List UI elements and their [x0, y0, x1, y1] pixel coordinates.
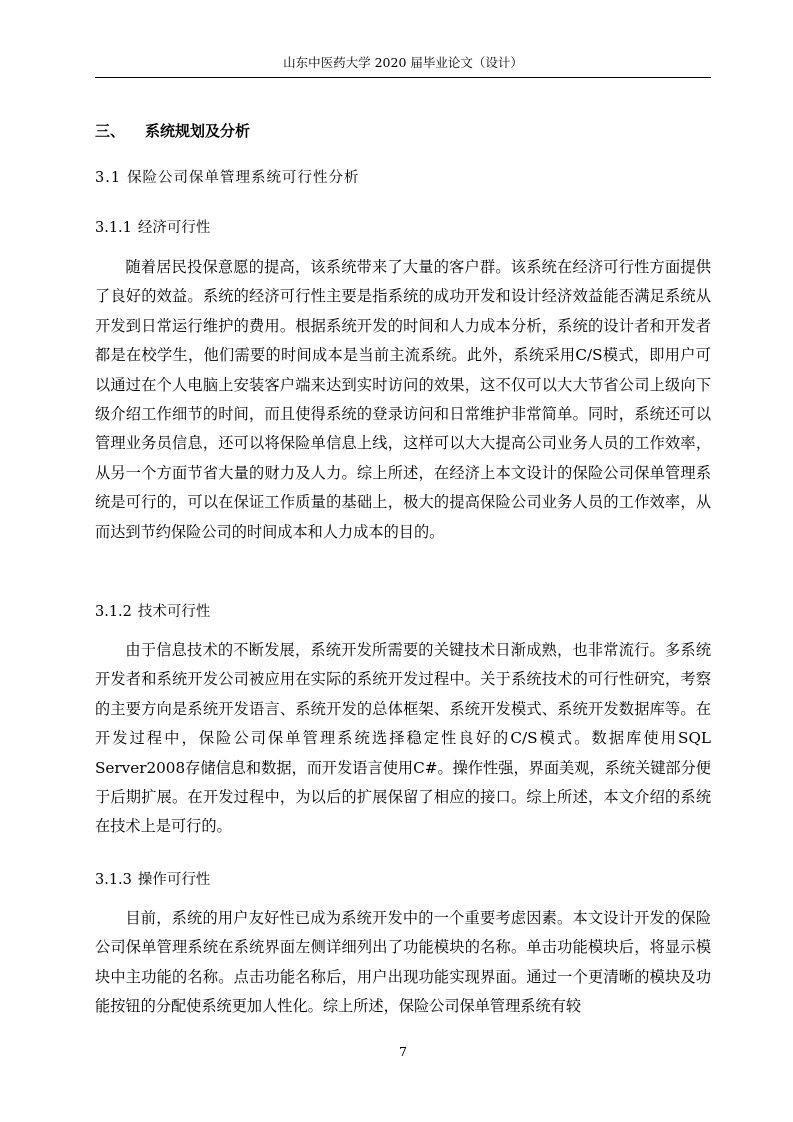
paragraph-technical: 由于信息技术的不断发展，系统开发所需要的关键技术日渐成熟，也非常流行。多系统开发者和系统开发公司被应用在实际的系统开发过程中。关于系统技术的可行性研究，考察的主要方向是系统开发语言、系统开发的总体框架、系统开发模式、系统开发数据库等。在开发过程中，保险公司保单管理系统选择稳定性良好的C/S模式。数据库使用SQL Server2008存储信息和数据，而开发语言使用C#。操作性强，界面美观，系统关键部分便于后期扩展。在开发过程中，为以后的扩展保留了相应的接口。综上所述，本文介绍的系统在技术上是可行的。 — [95, 641, 711, 836]
chapter-heading — [95, 120, 711, 142]
subsection-heading-economic — [95, 217, 711, 239]
subsection-heading-technical — [95, 601, 711, 623]
page-number: 7 — [399, 1044, 407, 1059]
page-header: 山东中医药大学 2020 届毕业论文（设计） — [283, 55, 523, 70]
header-rule — [95, 77, 711, 78]
subsection-heading-operational — [95, 869, 711, 891]
subsection-number: 3.1.3 — [95, 872, 132, 888]
subsection-title: 经济可行性 — [137, 220, 211, 236]
paragraph-economic: 随着居民投保意愿的提高，该系统带来了大量的客户群。该系统在经济可行性方面提供了良好的效益。系统的经济可行性主要是指系统的成功开发和设计经济效益能否满足系统从开发到日常运行维护的费用。根据系统开发的时间和人力成本分析，系统的设计者和开发者都是在校学生，他们需要的时间成本是当前主流系统。此外，系统采用C/S模式，即用户可以通过在个人电脑上安装客户端来达到实时访问的效果，这不仅可以大大节省公司上级向下级介绍工作细节的时间，而且使得系统的登录访问和日常维护非常简单。同时，系统还可以管理业务员信息，还可以将保险单信息上线，这样可以大大提高公司业务人员的工作效率，从另一个方面节省大量的财力及人力。综上所述，在经济上本文设计的保险公司保单管理系统是可行的，可以在保证工作质量的基础上，极大的提高保险公司业务人员的工作效率，从而达到节约保险公司的时间成本和人力成本的目的。 — [95, 258, 711, 541]
chapter-title: 系统规划及分析 — [145, 122, 251, 140]
subsection-number: 3.1.1 — [95, 220, 132, 236]
subsection-number: 3.1.2 — [95, 604, 132, 620]
subsection-title: 技术可行性 — [137, 604, 211, 620]
section-heading — [95, 167, 711, 189]
chapter-number: 三、 — [95, 122, 126, 140]
section-number: 3.1 — [95, 170, 122, 186]
section-title: 保险公司保单管理系统可行性分析 — [127, 170, 360, 186]
subsection-title: 操作可行性 — [137, 872, 211, 888]
paragraph-operational: 目前，系统的用户友好性已成为系统开发中的一个重要考虑因素。本文设计开发的保险公司保单管理系统在系统界面左侧详细列出了功能模块的名称。单击功能模块后，将显示模块中主功能的名称。点击功能名称后，用户出现功能实现界面。通过一个更清晰的模块及功能按钮的分配使系统更加人性化。综上所述，保险公司保单管理系统有较 — [95, 909, 711, 1016]
